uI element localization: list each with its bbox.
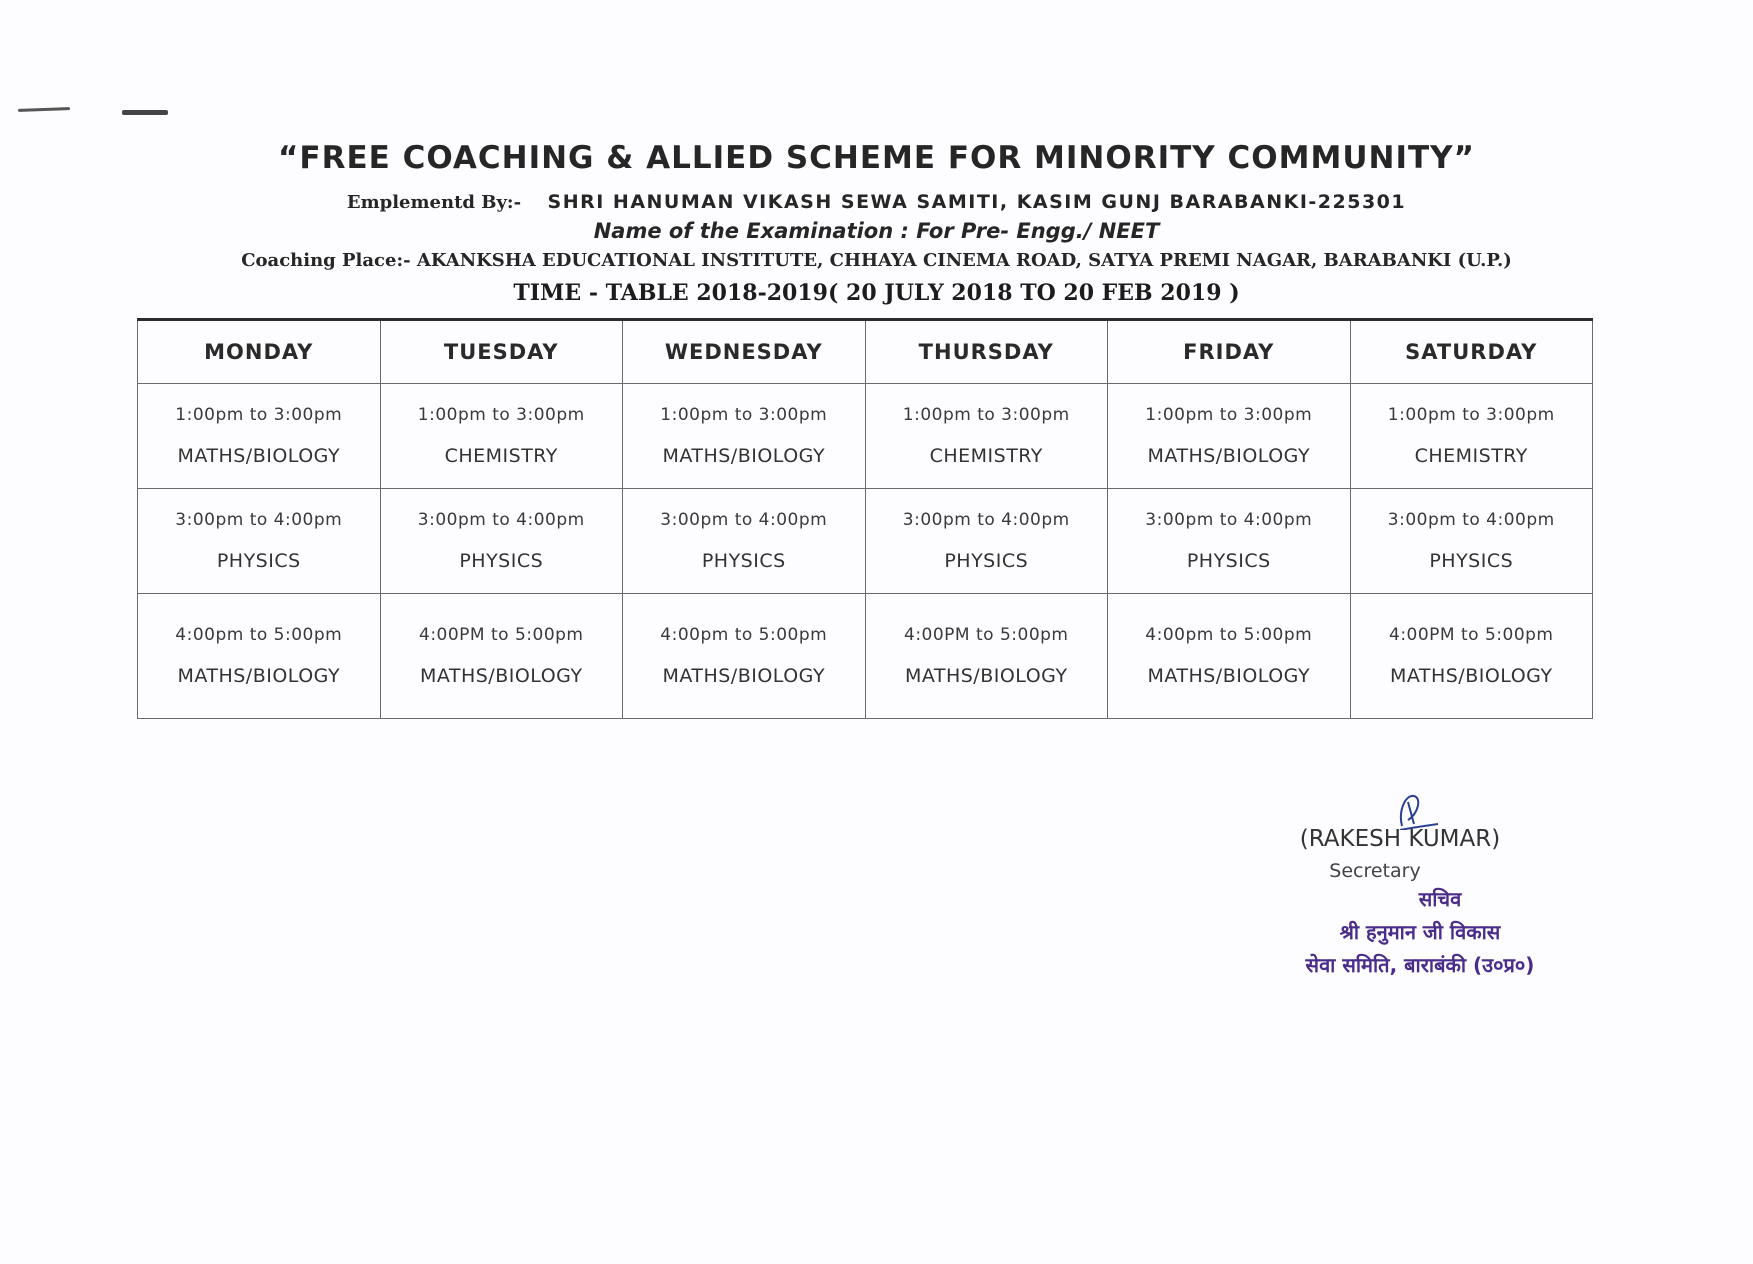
subject-name: MATHS/BIOLOGY xyxy=(1147,445,1311,467)
subject-name: MATHS/BIOLOGY xyxy=(1389,665,1553,687)
stamp-line: सेवा समिति, बाराबंकी (उ०प्र०) xyxy=(1305,953,1535,977)
time-slot: 1:00pm to 3:00pm xyxy=(1387,405,1555,425)
time-slot: 1:00pm to 3:00pm xyxy=(660,405,828,425)
schedule-cell xyxy=(1108,489,1351,594)
table-row xyxy=(138,384,1593,489)
schedule-cell xyxy=(138,594,381,719)
subject-name: MATHS/BIOLOGY xyxy=(177,445,341,467)
day-header: FRIDAY xyxy=(1108,320,1351,384)
signatory-role: Secretary xyxy=(1329,860,1421,882)
time-slot: 4:00pm to 5:00pm xyxy=(660,625,828,645)
day-header: TUESDAY xyxy=(380,320,623,384)
time-slot: 3:00pm to 4:00pm xyxy=(902,510,1070,530)
table-row xyxy=(138,489,1593,594)
schedule-cell xyxy=(1350,489,1593,594)
time-slot: 3:00pm to 4:00pm xyxy=(417,510,585,530)
subject-name: PHYSICS xyxy=(1186,550,1271,572)
schedule-cell xyxy=(380,489,623,594)
subject-name: MATHS/BIOLOGY xyxy=(177,665,341,687)
staple-mark xyxy=(18,107,70,112)
subject-name: PHYSICS xyxy=(459,550,544,572)
day-header: THURSDAY xyxy=(865,320,1108,384)
time-slot: 1:00pm to 3:00pm xyxy=(1145,405,1313,425)
time-slot: 1:00pm to 3:00pm xyxy=(902,405,1070,425)
stamp-line: सचिव xyxy=(1418,887,1462,911)
schedule-cell xyxy=(865,489,1108,594)
time-slot: 4:00PM to 5:00pm xyxy=(1389,625,1554,645)
schedule-cell xyxy=(380,594,623,719)
time-slot: 1:00pm to 3:00pm xyxy=(417,405,585,425)
schedule-cell xyxy=(1350,384,1593,489)
subject-name: PHYSICS xyxy=(701,550,786,572)
time-slot: 3:00pm to 4:00pm xyxy=(175,510,343,530)
schedule-cell xyxy=(380,384,623,489)
day-header: WEDNESDAY xyxy=(623,320,866,384)
schedule-cell xyxy=(1108,384,1351,489)
implemented-by-label: Emplementd By:- xyxy=(346,192,522,213)
day-header: MONDAY xyxy=(138,320,381,384)
subject-name: CHEMISTRY xyxy=(929,445,1043,467)
subject-name: MATHS/BIOLOGY xyxy=(419,665,583,687)
time-slot: 4:00pm to 5:00pm xyxy=(1145,625,1313,645)
table-header-row xyxy=(138,320,1593,384)
subject-name: PHYSICS xyxy=(944,550,1029,572)
handwritten-signature xyxy=(1380,790,1440,830)
schedule-cell xyxy=(623,594,866,719)
subject-name: CHEMISTRY xyxy=(1414,445,1528,467)
schedule-cell xyxy=(623,384,866,489)
time-slot: 4:00PM to 5:00pm xyxy=(904,625,1069,645)
staple-mark xyxy=(122,110,168,115)
exam-name-line: Name of the Examination : For Pre- Engg./ NEET xyxy=(593,219,1160,243)
timetable-heading: TIME - TABLE 2018-2019( 20 JULY 2018 TO 20 FEB 2019 ) xyxy=(513,280,1240,306)
schedule-cell xyxy=(138,489,381,594)
subject-name: CHEMISTRY xyxy=(444,445,558,467)
time-slot: 4:00PM to 5:00pm xyxy=(419,625,584,645)
subject-name: MATHS/BIOLOGY xyxy=(904,665,1068,687)
schedule-cell xyxy=(1108,594,1351,719)
day-header: SATURDAY xyxy=(1350,320,1593,384)
time-slot: 3:00pm to 4:00pm xyxy=(1145,510,1313,530)
subject-name: MATHS/BIOLOGY xyxy=(1147,665,1311,687)
document-title: “FREE COACHING & ALLIED SCHEME FOR MINORITY COMMUNITY” xyxy=(278,140,1475,176)
time-slot: 4:00pm to 5:00pm xyxy=(175,625,343,645)
signatory-name: (RAKESH KUMAR) xyxy=(1299,826,1501,852)
schedule-cell xyxy=(623,489,866,594)
schedule-cell xyxy=(138,384,381,489)
implemented-by-value: SHRI HANUMAN VIKASH SEWA SAMITI, KASIM GUNJ BARABANKI-225301 xyxy=(547,191,1407,213)
schedule-cell xyxy=(1350,594,1593,719)
subject-name: PHYSICS xyxy=(216,550,301,572)
table-row xyxy=(138,594,1593,719)
time-slot: 1:00pm to 3:00pm xyxy=(175,405,343,425)
subject-name: PHYSICS xyxy=(1429,550,1514,572)
subject-name: MATHS/BIOLOGY xyxy=(662,665,826,687)
official-stamp xyxy=(1270,885,1570,978)
subject-name: MATHS/BIOLOGY xyxy=(662,445,826,467)
coaching-place-line: Coaching Place:- AKANKSHA EDUCATIONAL INSTITUTE, CHHAYA CINEMA ROAD, SATYA PREMI NAGAR, BARABANKI (U.P.) xyxy=(241,250,1512,271)
schedule-table-wrapper xyxy=(137,318,1593,719)
implemented-by-line xyxy=(0,191,1753,213)
schedule-cell xyxy=(865,594,1108,719)
schedule-cell xyxy=(865,384,1108,489)
stamp-line: श्री हनुमान जी विकास xyxy=(1339,920,1501,944)
schedule-table xyxy=(137,318,1593,719)
time-slot: 3:00pm to 4:00pm xyxy=(1387,510,1555,530)
time-slot: 3:00pm to 4:00pm xyxy=(660,510,828,530)
